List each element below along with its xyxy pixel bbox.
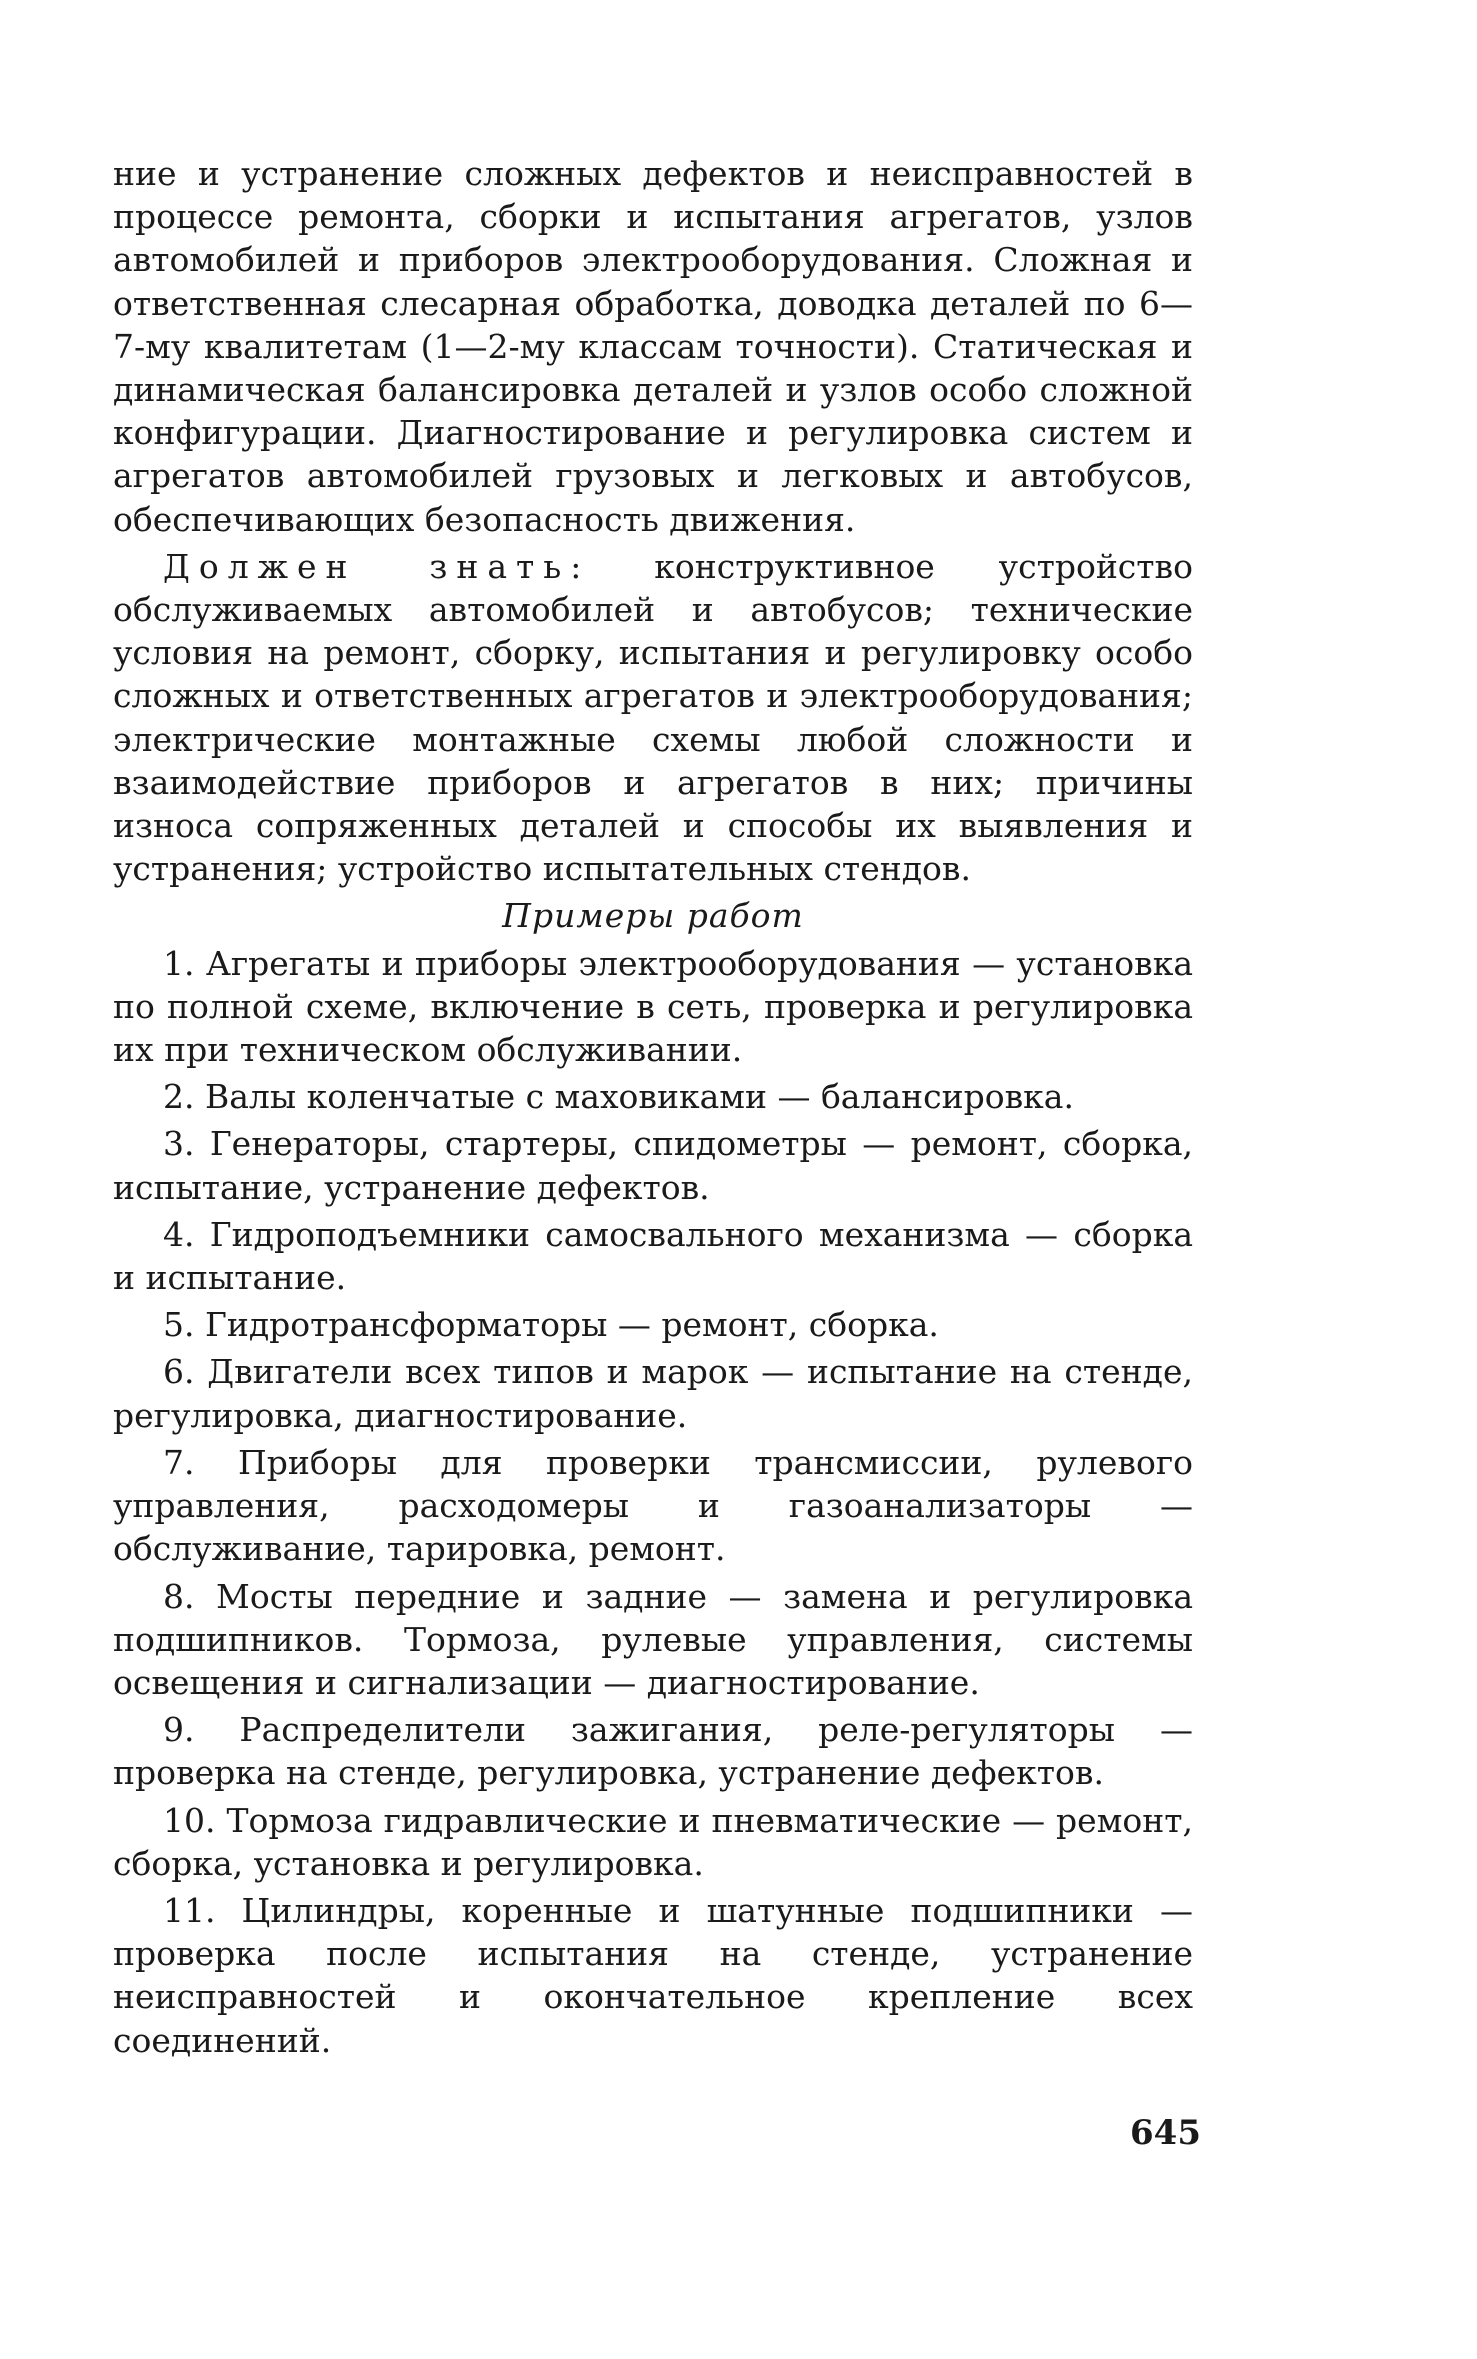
examples-list bbox=[113, 942, 1193, 2062]
example-item: 10. Тормоза гидравлические и пневматические — ремонт, сборка, установка и регулировка. bbox=[113, 1800, 1193, 1883]
example-item: 6. Двигатели всех типов и марок — испытание на стенде, регулировка, диагностирование. bbox=[113, 1352, 1193, 1435]
page-number: 645 bbox=[1130, 2113, 1201, 2153]
intro-paragraph: ние и устранение сложных дефектов и неисправностей в процессе ремонта, сборки и испытания агрегатов, узлов автомобилей и приборов электрооборудования. Сложная и ответственная слесарная обработка, доводка деталей по 6—7-му квалитетам (1—2-му классам точности). Статическая и динамическая балансировка деталей и узлов особо сложной конфигурации. Диагностирование и регулировка систем и агрегатов автомобилей грузовых и легковых и автобусов, обеспечивающих безопасность движения. bbox=[113, 154, 1193, 539]
must-know-text: конструктивное устройство обслуживаемых автомобилей и автобусов; технические условия на ремонт, сборку, испытания и регулировку особо сложных и ответственных агрегатов и электрооборудования; электрические монтажные схемы любой сложности и взаимодействие приборов и агрегатов в них; причины износа сопряженных деталей и способы их выявления и устранения; устройство испытательных стендов. bbox=[113, 546, 1193, 889]
example-item: 2. Валы коленчатые с маховиками — балансировка. bbox=[163, 1077, 1074, 1117]
document-page bbox=[113, 152, 1193, 2066]
must-know-label: Должен знать: bbox=[163, 546, 591, 586]
example-item: 9. Распределители зажигания, реле-регуляторы — проверка на стенде, регулировка, устранение дефектов. bbox=[113, 1710, 1193, 1793]
example-item: 3. Генераторы, стартеры, спидометры — ремонт, сборка, испытание, устранение дефектов. bbox=[113, 1124, 1193, 1207]
example-item: 7. Приборы для проверки трансмиссии, рулевого управления, расходомеры и газоанализаторы — обслуживание, тарировка, ремонт. bbox=[113, 1442, 1193, 1569]
examples-heading: Примеры работ bbox=[502, 896, 804, 936]
example-item: 4. Гидроподъемники самосвального механизма — сборка и испытание. bbox=[113, 1214, 1193, 1298]
must-know-paragraph bbox=[113, 545, 1193, 891]
example-item: 1. Агрегаты и приборы электрооборудования — установка по полной схеме, включение в сеть, проверка и регулировка их при техническом обслуживании. bbox=[113, 943, 1193, 1070]
example-item: 8. Мосты передние и задние — замена и регулировка подшипников. Тормоза, рулевые управления, системы освещения и сигнализации — диагностирование. bbox=[113, 1576, 1193, 1702]
example-item: 11. Цилиндры, коренные и шатунные подшипники — проверка после испытания на стенде, устранение неисправностей и окончательное крепление всех соединений. bbox=[113, 1890, 1193, 2060]
example-item: 5. Гидротрансформаторы — ремонт, сборка. bbox=[163, 1305, 939, 1345]
